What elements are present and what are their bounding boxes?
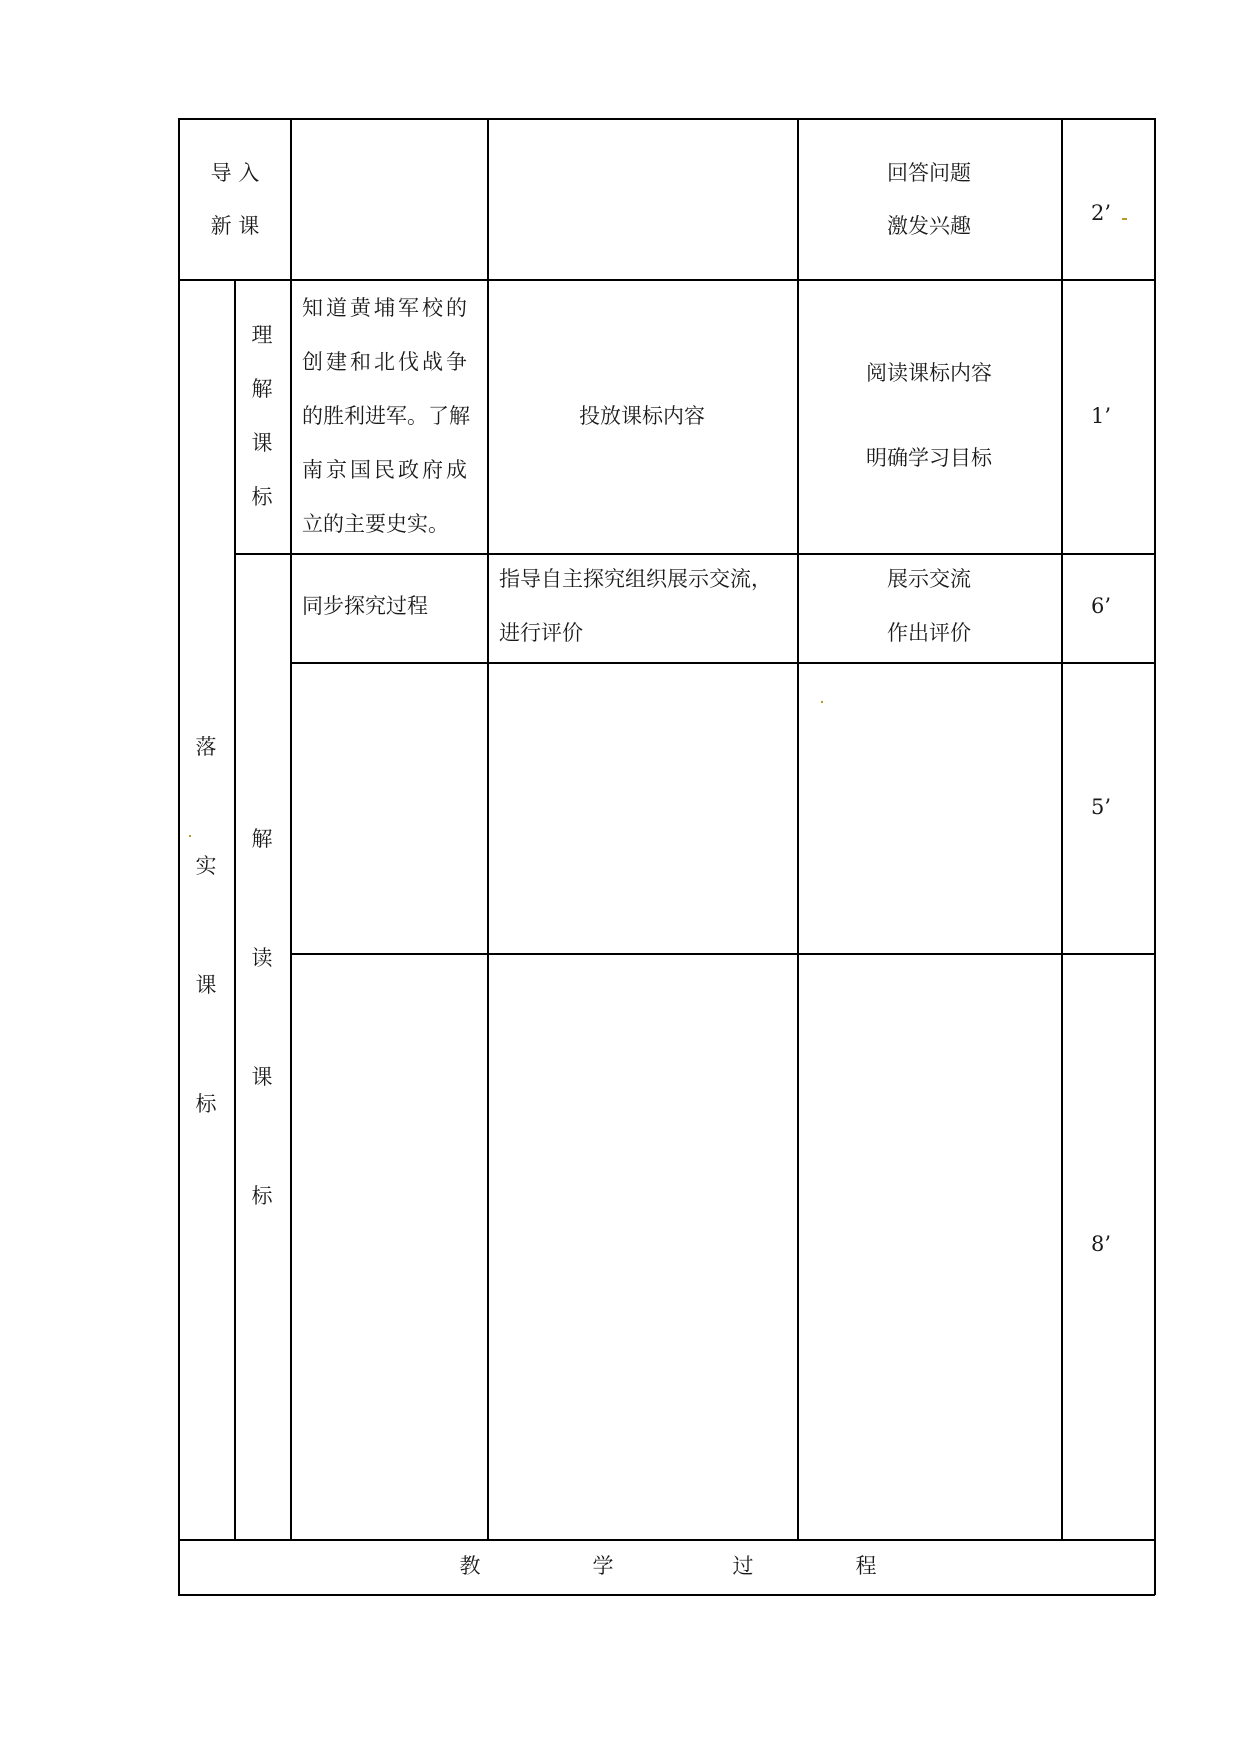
section-label-char: 落: [195, 735, 217, 759]
row-divider: [290, 953, 1155, 955]
interpret-row2-time: 5’: [1090, 795, 1112, 819]
content-line: 知道黄埔军校的: [302, 296, 470, 320]
interpret-row1-teacher-line1: 指导自主探究组织展示交流，: [499, 567, 772, 591]
interpret-label-char: 读: [251, 946, 273, 970]
column-divider: [234, 279, 236, 1540]
understand-student-line1: 阅读课标内容: [866, 361, 992, 385]
column-divider: [487, 118, 489, 1540]
column-divider: [290, 118, 292, 1540]
understand-label-char: 理: [251, 323, 273, 347]
interpret-label-char: 解: [251, 827, 273, 851]
stray-mark: [1122, 218, 1127, 220]
row-divider: [290, 662, 1155, 664]
content-line: 的胜利进军。了解: [302, 404, 470, 428]
interpret-row1-student-line2: 作出评价: [887, 621, 971, 645]
interpret-row1-teacher-line2: 进行评价: [499, 621, 583, 645]
interpret-row1-content: 同步探究过程: [302, 594, 428, 618]
interpret-row1-student-line1: 展示交流: [887, 567, 971, 591]
stray-mark: [189, 835, 191, 837]
intro-label-line1: 导 入: [210, 161, 260, 185]
interpret-label-char: 标: [251, 1184, 273, 1208]
interpret-label-char: 课: [251, 1065, 273, 1089]
footer-char: 过: [732, 1554, 754, 1578]
understand-teacher: 投放课标内容: [579, 404, 705, 428]
intro-student-line1: 回答问题: [887, 161, 971, 185]
intro-label-line2: 新 课: [210, 214, 260, 238]
column-divider: [1061, 118, 1063, 1540]
footer-char: 教: [459, 1554, 481, 1578]
section-label-char: 实: [195, 854, 217, 878]
column-divider: [797, 118, 799, 1540]
understand-student-line2: 明确学习目标: [866, 446, 992, 470]
understand-label-char: 解: [251, 377, 273, 401]
content-line: 南京国民政府成: [302, 458, 470, 482]
row-divider: [234, 553, 1155, 555]
table-border-bottom: [178, 1594, 1155, 1596]
table-border-right: [1154, 118, 1156, 1595]
intro-time: 2’: [1090, 201, 1112, 225]
content-line: 立的主要史实。: [302, 512, 449, 536]
understand-time: 1’: [1090, 404, 1112, 428]
footer-char: 程: [855, 1554, 877, 1578]
section-label-char: 标: [195, 1092, 217, 1116]
content-line: 创建和北伐战争: [302, 350, 470, 374]
footer-char: 学: [592, 1554, 614, 1578]
stray-mark: [821, 701, 823, 703]
intro-student-line2: 激发兴趣: [887, 214, 971, 238]
table-border-left: [178, 118, 180, 1595]
understand-label-char: 标: [251, 485, 273, 509]
interpret-row3-time: 8’: [1090, 1232, 1112, 1256]
table-border-top: [178, 118, 1155, 120]
section-label-char: 课: [195, 973, 217, 997]
interpret-row1-time: 6’: [1090, 594, 1112, 618]
row-divider: [178, 1539, 1155, 1541]
row-divider: [178, 279, 1155, 281]
understand-label-char: 课: [251, 431, 273, 455]
